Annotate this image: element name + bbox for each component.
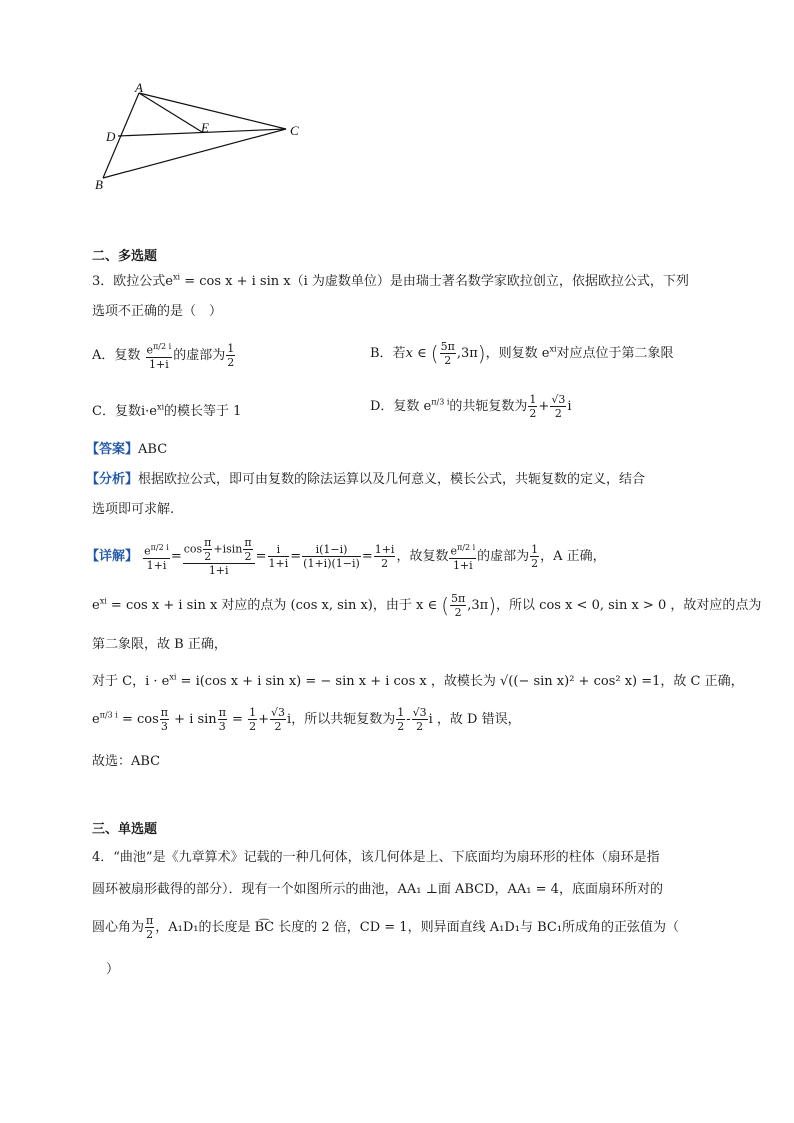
- opt-b-post2: 对应点位于第二象限: [556, 346, 674, 361]
- opt-d-sup: π/3 i: [431, 397, 450, 407]
- detail-l5-end: i ，故 D 错误，: [428, 712, 521, 727]
- q3-detail-line6: 故选：ABC: [92, 754, 161, 769]
- q3-answer: [86, 438, 167, 457]
- opt-a-den: 1+i: [149, 357, 169, 371]
- q3-option-c: [92, 400, 241, 419]
- q3-stem-line1: [92, 270, 689, 289]
- opt-b-den: 2: [444, 354, 452, 367]
- opt-c-text: C．复数i·e: [92, 404, 157, 419]
- opt-b-end: ,3π: [456, 346, 478, 361]
- q3-stem-line2: 选项不正确的是（ ）: [92, 304, 223, 319]
- detail-l1-tail2: 的虚部为: [477, 549, 530, 564]
- q4-l3-num: π: [146, 914, 154, 927]
- opt-d-prefix: D．复数 e: [370, 399, 432, 414]
- opt-b-post-sup: xi: [549, 344, 557, 354]
- detail-l1-end: ，A 正确，: [540, 549, 606, 564]
- q4-l3-den: 2: [146, 928, 154, 941]
- q4-l3-pre: 圆心角为: [92, 920, 145, 935]
- euler-rhs: = cos x + i sin x: [180, 274, 291, 289]
- q4-line3: [92, 914, 679, 941]
- triangle-figure: [88, 80, 318, 195]
- opt-b-post: ，则复数 e: [485, 346, 550, 361]
- section-heading-single: 三、单选题: [92, 822, 158, 837]
- opt-c-sup: xi: [156, 402, 165, 412]
- q3-detail-line3: 第二象限，故 B 正确，: [92, 637, 227, 652]
- opt-d-plus: +: [538, 399, 550, 414]
- label-d: D: [106, 129, 116, 144]
- opt-b-num: 5π: [440, 340, 455, 353]
- opt-a-ans-num: 1: [227, 341, 235, 355]
- q4-line4: ）: [106, 962, 120, 977]
- opt-a-post: 的虚部为: [173, 347, 226, 363]
- edge-bc: [103, 129, 286, 178]
- opt-a-fraction: [146, 340, 173, 371]
- detail-l5-sup: π/3 i: [99, 710, 118, 720]
- label-e: E: [201, 120, 209, 135]
- opt-a-prefix: A．复数: [92, 347, 141, 363]
- detail-l4-pre: 对于 C，i · e: [92, 674, 170, 689]
- detail-l5-plus: + i sin: [170, 712, 217, 727]
- analysis-tag: 【分析】: [86, 472, 139, 487]
- edge-ac: [139, 93, 286, 129]
- opt-a-num: e: [146, 343, 154, 357]
- q3-analysis-line2: 选项即可求解.: [92, 502, 175, 517]
- detail-l5-cos: = cos: [117, 712, 159, 727]
- euler-exp: xi: [172, 272, 181, 282]
- q3-option-a: [92, 340, 236, 371]
- answer-value: ABC: [138, 442, 168, 457]
- q3-detail-line4: [92, 670, 744, 689]
- euler-e: e: [165, 274, 173, 289]
- detail-l2-sup: xi: [99, 596, 107, 606]
- opt-d-d1: 2: [529, 407, 537, 420]
- q3-detail-line5: $e^{\pi/3 i} = \cos$ $\frac{\pi}{3}$ + i sin $\frac{\pi}{3}$ = $\frac{1}{2}$ + $\frac{√3}{2}$ i，所以共轭复数为 $\frac{1}{2}$ - $\frac{√3}{2}$ i ，故 D 错误，: [92, 706, 521, 733]
- opt-b-in: ∈: [412, 346, 431, 361]
- q3-stem-text: （i 为虚数单位）是由瑞士著名数学家欧拉创立，依据欧拉公式，下列: [290, 274, 689, 289]
- q4-line1: 4．“曲池”是《九章算术》记载的一种几何体，该几何体是上、下底面均为扇环形的柱体（扇环是指: [92, 850, 660, 865]
- label-c: C: [290, 123, 299, 138]
- detail-l5-minus: -: [406, 712, 411, 727]
- q4-angle-frac: [145, 914, 154, 941]
- opt-d-d2: 2: [554, 407, 562, 420]
- opt-d-frac1: [528, 393, 537, 420]
- q3-detail-line1: 【详解】 $\frac{e^{\pi/2 i}}{1+i}$ = cos $\frac{\pi}{2}$ +isin $\frac{\pi}{2}$ 1+i = $\frac{i}{1+i}$ = $\frac{i(1-i)}{(1+i)(1-i)}$ = $\frac{1+i}{2}$ ，故复数 $\frac{e^{\pi/2 i}}{1+i}$ 的虚部为 $\frac{1}{2}$ ，A 正确，: [86, 536, 606, 577]
- opt-a-num-sup: π/2 i: [153, 342, 172, 351]
- opt-c-post: 的模长等于 1: [164, 404, 242, 419]
- edge-ae: [139, 93, 202, 132]
- opt-b-var: x: [405, 346, 413, 361]
- q3-option-d: [370, 393, 572, 420]
- q4-line2: 圆环被扇形截得的部分）．现有一个如图所示的曲池，AA₁ ⊥面 ABCD，AA₁ = 4，底面扇环所对的: [92, 882, 663, 897]
- detail-l2-rest: = cos x + i sin x 对应的点为 (cos x, sin x)，由于 x ∈: [106, 598, 442, 613]
- detail-l4-rest: = i(cos x + i sin x) = − sin x + i cos x ，故模长为 √((− sin x)² + cos² x) =1，故 C 正确，: [176, 674, 744, 689]
- opt-a-answer: [226, 342, 235, 369]
- detail-l5-eq: =: [227, 712, 248, 727]
- detail-l2-end: ，所以 cos x < 0, sin x > 0 ，故对应的点为: [496, 598, 762, 613]
- q3-analysis-line1: [86, 468, 645, 487]
- opt-a-ans-den: 2: [227, 355, 235, 369]
- opt-b-fraction: [440, 340, 456, 367]
- detail-l4-sup: xi: [169, 672, 177, 682]
- analysis-text-1: 根据欧拉公式，即可由复数的除法运算以及几何意义，模长公式，共轭复数的定义，结合: [138, 472, 646, 487]
- opt-d-n2: √3: [551, 393, 566, 406]
- answer-tag: 【答案】: [86, 442, 139, 457]
- detail-l2-e: e: [92, 598, 100, 613]
- opt-d-n1: 1: [529, 393, 537, 406]
- opt-d-post: 的共轭复数为: [449, 399, 528, 414]
- detail-l5-e: e: [92, 712, 100, 727]
- label-b: B: [95, 177, 103, 192]
- q4-l3-post: ，A₁D₁的长度是 B͡C 长度的 2 倍，CD = 1，则异面直线 A₁D₁与 BC₁所成角的正弦值为（: [155, 920, 680, 935]
- detail-l5-tail: ，所以共轭复数为: [291, 712, 396, 727]
- detail-tag: 【详解】: [86, 549, 139, 564]
- q3-number: 3．欧拉公式: [92, 274, 166, 289]
- section-heading-multi: 二、多选题: [92, 249, 158, 264]
- opt-b-prefix: B．若: [370, 346, 406, 361]
- detail-l1-tail: ，故复数: [396, 549, 449, 564]
- label-a: A: [135, 80, 143, 95]
- opt-d-i: i: [567, 399, 572, 414]
- q3-option-b: B．若x ∈ ( $\frac{5\pi}{2}$ ,3π)，则复数 $e^{xi}$对应点位于第二象限: [370, 340, 674, 367]
- opt-d-frac2: [550, 393, 566, 420]
- q3-detail-line2: $e^{xi} = \cos x + i$ sin x 对应的点为 (cos x, sin x)，由于 x ∈ ( $\frac{5\pi}{2}$ ,3π)，所以 cos x < 0, sin x > 0 ，故对应的点为: [92, 592, 762, 619]
